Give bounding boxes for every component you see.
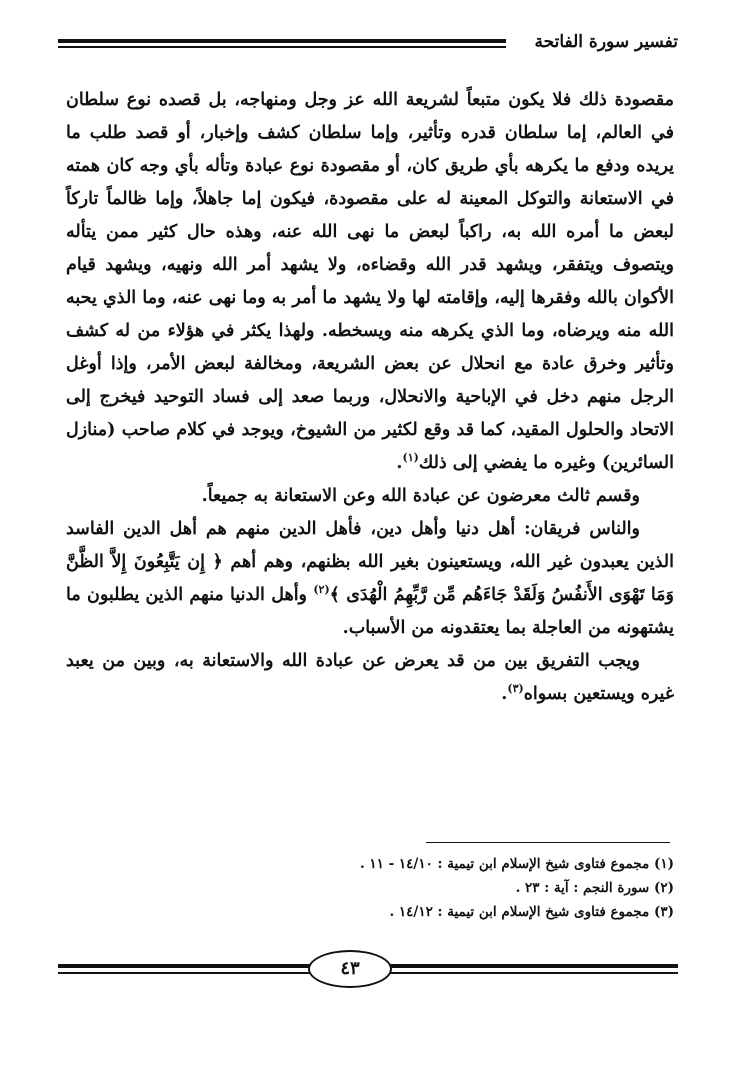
paragraph-4-text: ويجب التفريق بين من قد يعرض عن عبادة الله والاستعانة به، وبين من يعبد غيره ويستعين بسواه: [66, 651, 674, 704]
paragraph-4: [66, 645, 674, 711]
paragraph-2: [66, 480, 674, 513]
footnote-ref-3: (٣): [507, 682, 524, 696]
footnote-ref-2: (٢): [313, 583, 330, 597]
paragraph-2-text: وقسم ثالث معرضون عن عبادة الله وعن الاستعانة به جميعاً.: [201, 486, 640, 506]
page-number: ٤٣: [308, 950, 392, 988]
paragraph-1-text: مقصودة ذلك فلا يكون متبعاً لشريعة الله عز وجل ومنهاجه، بل قصده نوع سلطان في العالم، إما سلطان قدره وتأثير، وإما سلطان كشف وإخبار، أو قصد طلب ما يريده ودفع ما يكرهه بأي طريق كان، أو مقصودة نوع عبادة وتأله بأي وجه كان همته في الاستعانة والتوكل المعينة له على مقصودة، فيكون إما جاهلاً، وإما ظالماً تاركاً لبعض ما أمره الله به، راكباً لبعض ما نهى الله عنه، وهذه حال كثير ممن يتأله ويتصوف ويتفقر، ويشهد قدر الله وقضاءه، ولا يشهد أمر الله ونهيه، ويشهد قيام الأكوان بالله وفقرها إليه، وإقامته لها ولا يشهد ما أمر به وما نهى عنه، وما الذي يحبه الله منه ويرضاه، وما الذي يكرهه منه ويسخطه. ولهذا يكثر في هؤلاء من له كشف وتأثير وخرق عادة مع انحلال عن بعض الشريعة، ومخالفة لبعض الأمر، وإذا أوغل الرجل منهم دخل في الإباحية والانحلال، وربما صعد إلى فساد التوحيد فيخرج إلى الاتحاد والحلول المقيد، كما قد وقع لكثير من الشيوخ، ويوجد في كلام صاحب (منازل السائرين) وغيره ما يفضي إلى ذلك: [66, 90, 674, 473]
paragraph-4-end: .: [501, 684, 508, 704]
main-text: [66, 84, 674, 711]
header-rule-long-thin: [58, 46, 506, 48]
paragraph-3-end: وأهل الدنيا منهم الذين يطلبون ما يشتهونه من العاجلة بما يعتقدونه من الأسباب.: [66, 585, 674, 638]
footnote-2: (٢) سورة النجم : آية : ٢٣ .: [515, 880, 674, 896]
paragraph-3: [66, 513, 674, 645]
running-header: [58, 28, 678, 58]
footnotes: [66, 852, 674, 924]
paragraph-1: [66, 84, 674, 480]
header-rule-long: [58, 39, 506, 43]
footnote-1: (١) مجموع فتاوى شيخ الإسلام ابن تيمية : ١٤/١٠ - ١١ .: [359, 856, 674, 872]
footnote-ref-1: (١): [402, 451, 419, 465]
paragraph-3-text: والناس فريقان: أهل دنيا وأهل دين، فأهل الدين منهم هم أهل الدين الفاسد الذين يعبدون غير الله، ويستعينون بغير الله بظنهم، وهم أهم ﴿ إِن يَتَّبِعُونَ إِلاَّ الظَّنَّ وَمَا تَهْوَى الأَنفُسُ وَلَقَدْ جَاءَهُم مِّن رَّبِّهِمُ الْهُدَى ﴾: [66, 519, 674, 605]
footnote-separator: [426, 842, 670, 843]
page-footer: [58, 950, 678, 990]
footnote-3: (٣) مجموع فتاوى شيخ الإسلام ابن تيمية : ١٤/١٢ .: [389, 904, 674, 920]
paragraph-1-end: .: [396, 453, 403, 473]
header-title: تفسير سورة الفاتحة: [527, 28, 679, 56]
